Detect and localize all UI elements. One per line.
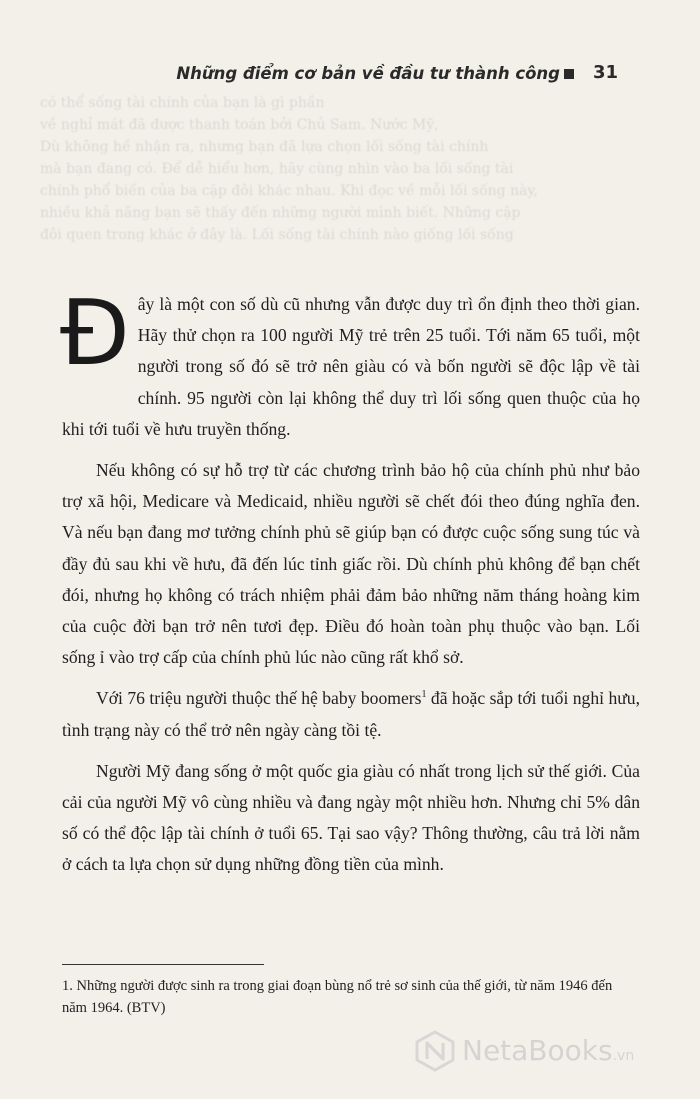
bleed-line: chính phổ biến của ba cặp đôi khác nhau. Khi đọc về mỗi lối sống này, [40, 183, 538, 199]
paragraph-1-text: ây là một con số dù cũ nhưng vẫn được duy trì ổn định theo thời gian. Hãy thử chọn ra 100 người Mỹ trẻ trên 25 tuổi. Tới năm 65 tuổi, một người trong số đó sẽ trở nên giàu có và bốn người sẽ độc lập về tài chính. 95 người còn lại không thể duy trì lối sống quen thuộc của họ khi tới tuổi về hưu truyền thống. [62, 294, 640, 439]
netabooks-logo-icon [414, 1030, 456, 1072]
bleed-line: nhiều khả năng bạn sẽ thấy đến những người mình biết. Những cặp [40, 205, 521, 221]
drop-cap: Đ [60, 281, 130, 386]
watermark-brand: NetaBooks [462, 1034, 613, 1067]
bleed-line [40, 268, 680, 282]
running-title: Những điểm cơ bản về đầu tư thành công [176, 64, 560, 83]
bleed-line: Dù không hề nhận ra, nhưng bạn đã lựa chọn lối sống tài chính [40, 139, 489, 155]
bleed-line: mà bạn đang có. Để dễ hiểu hơn, hãy cùng nhìn vào ba lối sống tài [40, 161, 514, 177]
footnote: 1. Những người được sinh ra trong giai đoạn bùng nổ trẻ sơ sinh của thế giới, từ năm 1946 đến năm 1964. (BTV) [62, 978, 613, 1016]
bleed-line: đôi quen trong khác ở đây là. Lối sống tài chính nào giống lối sống [40, 227, 514, 243]
footnote-divider [62, 964, 264, 965]
paragraph-2: Nếu không có sự hỗ trợ từ các chương trình bảo hộ của chính phủ như bảo trợ xã hội, Medicare và Medicaid, nhiều người sẽ chết đói theo đúng nghĩa đen. Và nếu bạn đang mơ tưởng chính phủ sẽ giúp bạn có được cuộc sống sung túc và đầy đủ sau khi về hưu, đã đến lúc tỉnh giấc rồi. Dù chính phủ không để bạn chết đói, nhưng họ không có trách nhiệm phải đảm bảo những năm tháng hoàng kim của cuộc đời bạn trở nên tươi đẹp. Điều đó hoàn toàn phụ thuộc vào bạn. Lối sống ỉ vào trợ cấp của chính phủ lúc nào cũng rất khổ sở. [62, 460, 640, 668]
bleed-through-text [40, 92, 680, 282]
bleed-line: về nghỉ mát đã được thanh toán bởi Chủ Sam. Nước Mỹ, [40, 117, 439, 133]
footnote-reference[interactable]: 1 [421, 689, 427, 701]
paragraph-3 [62, 683, 640, 745]
bleed-line [40, 246, 680, 268]
watermark-suffix: .vn [612, 1048, 635, 1064]
watermark-text [462, 1034, 634, 1067]
bleed-line: có thể sống tài chính của bạn là gì phần [40, 95, 325, 111]
body-text [60, 281, 640, 881]
paragraph-3-text-before: Với 76 triệu người thuộc thế hệ baby boomers [96, 688, 422, 709]
paragraph-3-text-after: đã hoặc sắp tới tuổi nghỉ hưu, tình trạng này có thể trở nên ngày càng tồi tệ. [62, 688, 640, 740]
page-number: 31 [593, 62, 619, 83]
header-square-bullet [564, 69, 574, 79]
watermark [414, 1030, 694, 1070]
page-header [0, 64, 700, 88]
paragraph-1 [60, 281, 640, 445]
paragraph-4: Người Mỹ đang sống ở một quốc gia giàu có nhất trong lịch sử thế giới. Của cải của người Mỹ vô cùng nhiều và đang ngày một nhiều hơn. Nhưng chỉ 5% dân số có thể độc lập tài chính ở tuổi 65. Tại sao vậy? Thông thường, câu trả lời nằm ở cách ta lựa chọn sử dụng những đồng tiền của mình. [62, 760, 640, 875]
